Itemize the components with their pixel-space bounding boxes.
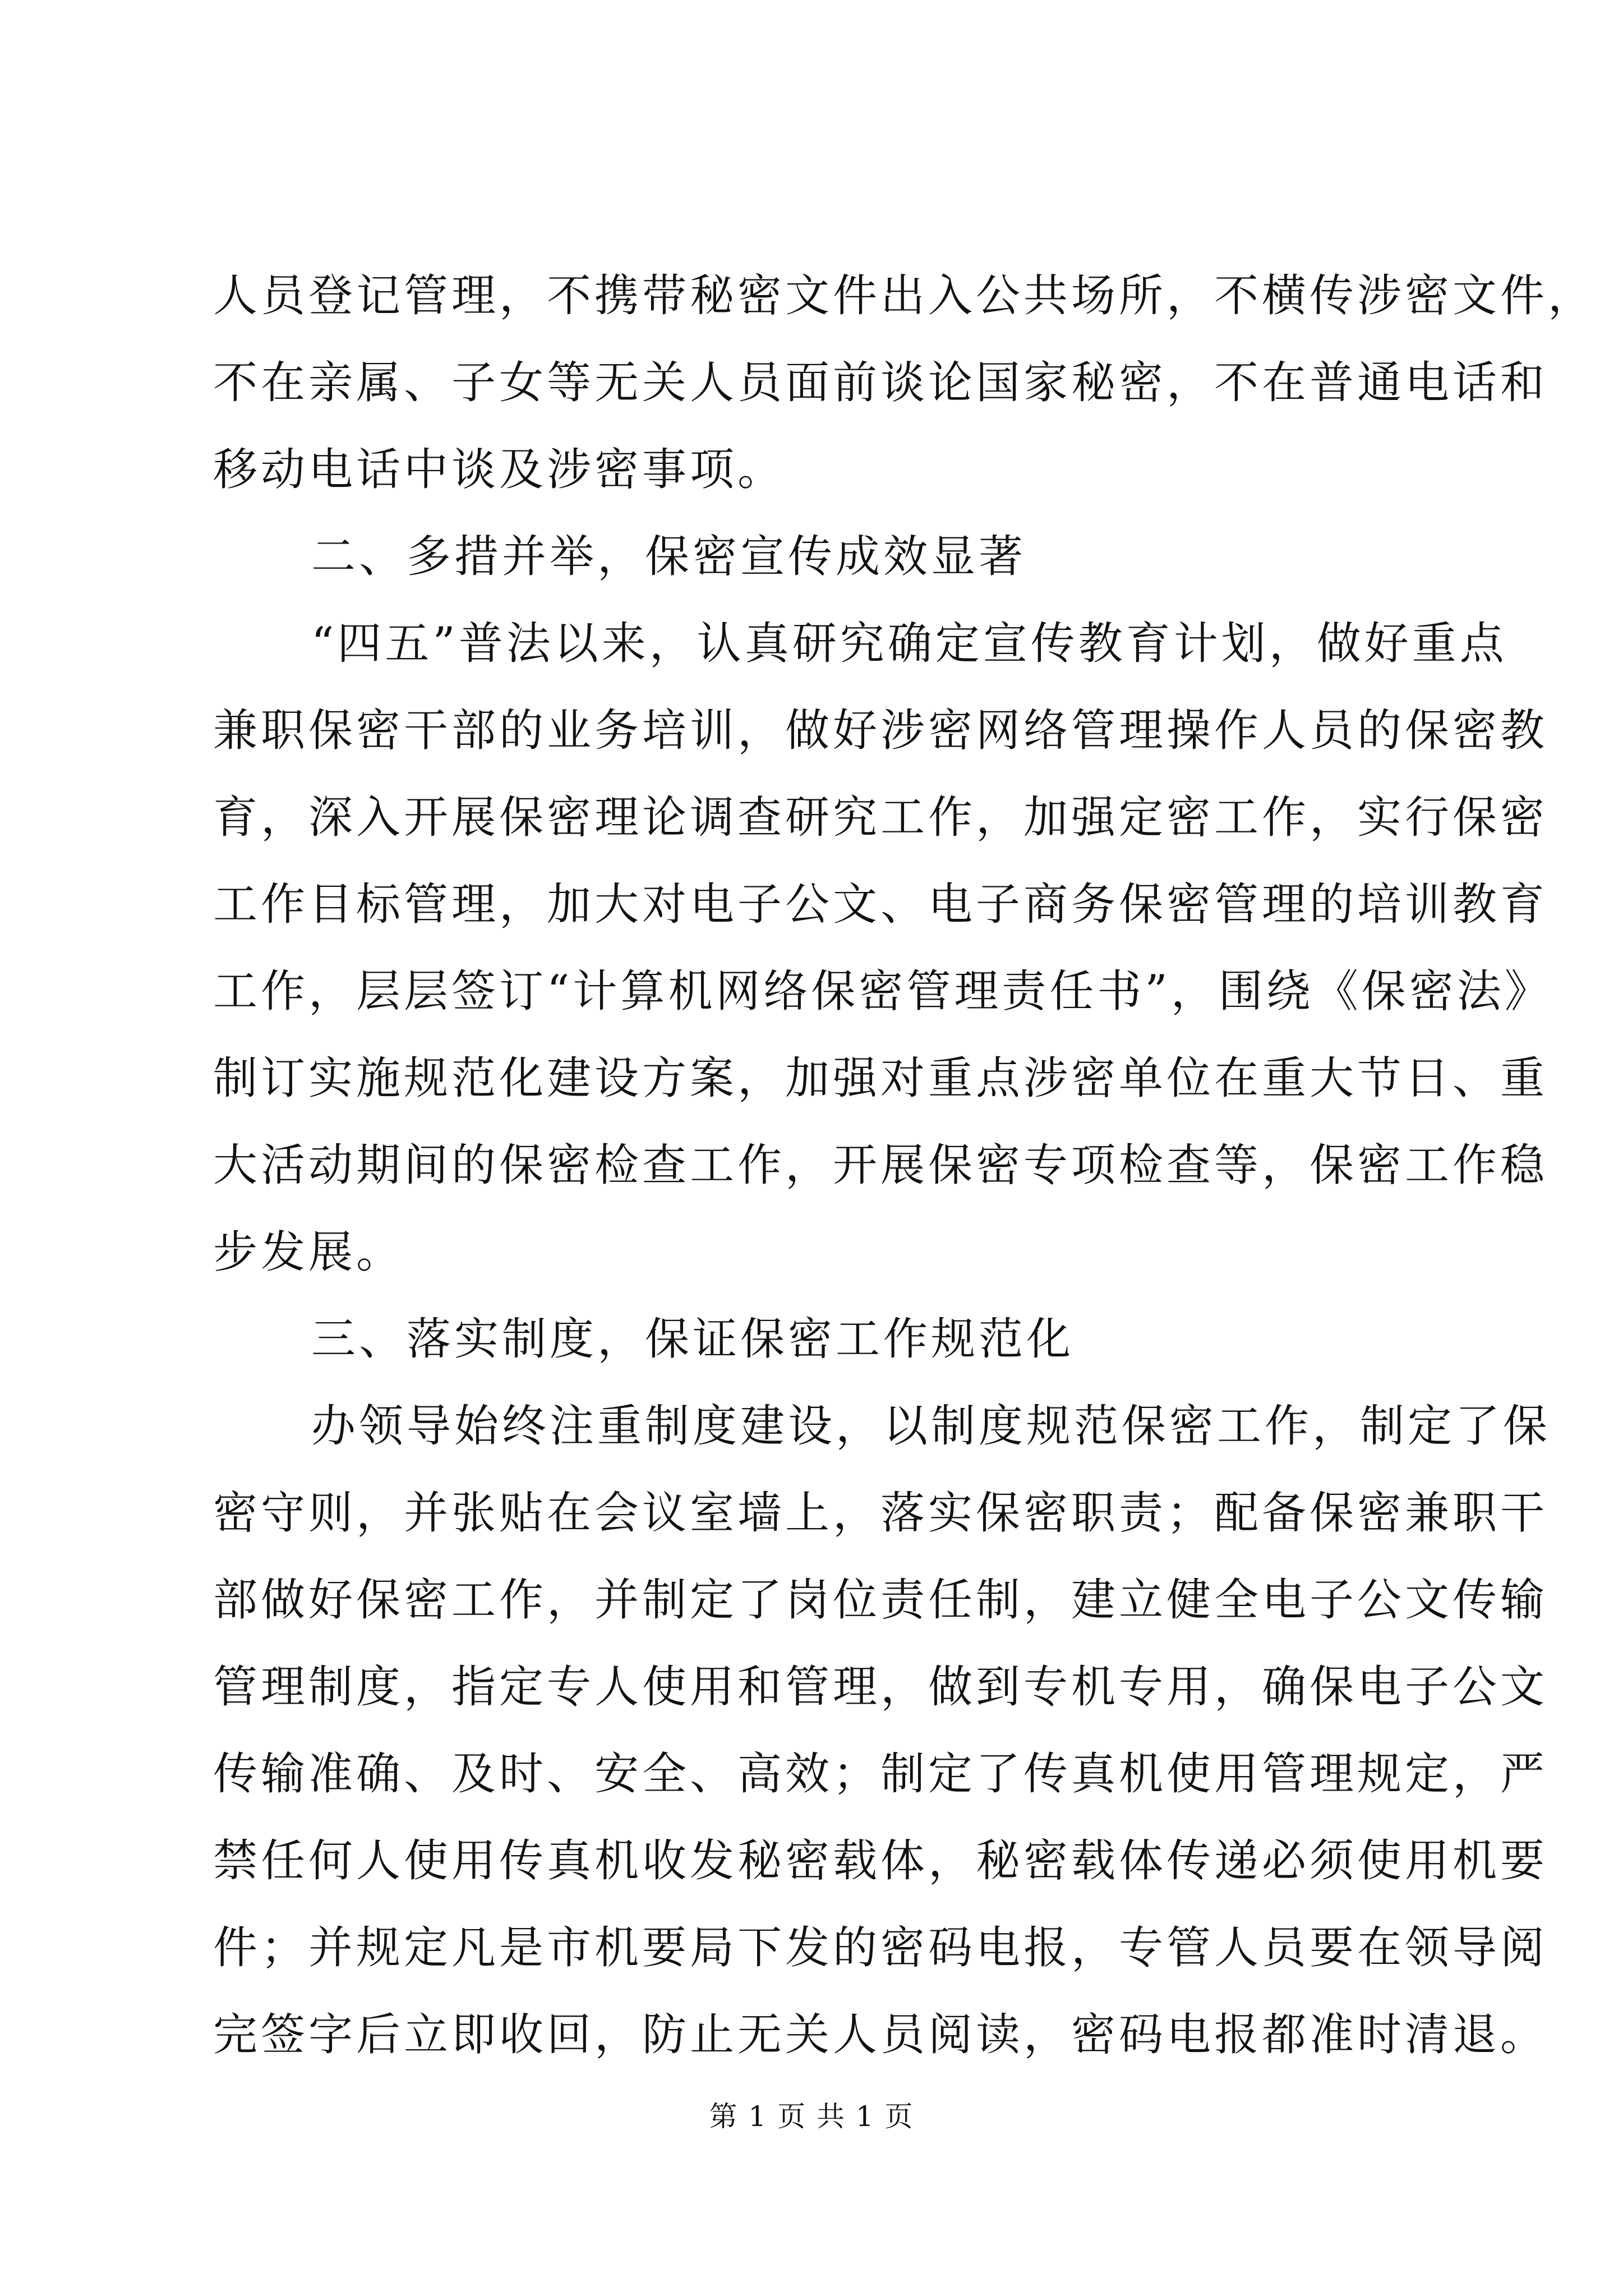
body-line: 件；并规定凡是市机要局下发的密码电报，专管人员要在领导阅 xyxy=(213,1922,1548,1973)
body-line: 工作，层层签订“计算机网络保密管理责任书”，围绕《保密法》 xyxy=(213,965,1552,1017)
body-line: “四五”普法以来，认真研究确定宣传教育计划，做好重点 xyxy=(311,618,1507,669)
page-footer xyxy=(0,2097,1623,2136)
body-line: 办领导始终注重制度建设，以制度规范保密工作，制定了保 xyxy=(311,1400,1551,1452)
body-line: 人员登记管理，不携带秘密文件出入公共场所，不横传涉密文件， xyxy=(213,270,1596,321)
body-line: 育，深入开展保密理论调查研究工作，加强定密工作，实行保密 xyxy=(213,792,1548,843)
body-line: 制订实施规范化建设方案，加强对重点涉密单位在重大节日、重 xyxy=(213,1052,1548,1104)
body-line: 管理制度，指定专人使用和管理，做到专机专用，确保电子公文 xyxy=(213,1661,1548,1713)
page-number-label: 第 1 页 共 1 页 xyxy=(709,2100,914,2133)
body-line: 禁任何人使用传真机收发秘密载体，秘密载体传递必须使用机要 xyxy=(213,1835,1548,1887)
section-heading-3: 三、落实制度，保证保密工作规范化 xyxy=(311,1313,1074,1365)
body-line: 完签字后立即收回，防止无关人员阅读，密码电报都准时清退。 xyxy=(213,2009,1548,2060)
body-line: 传输准确、及时、安全、高效；制定了传真机使用管理规定，严 xyxy=(213,1748,1548,1800)
body-line: 工作目标管理，加大对电子公文、电子商务保密管理的培训教育 xyxy=(213,878,1548,930)
document-body xyxy=(213,252,1596,2078)
section-heading-2: 二、多措并举，保密宣传成效显著 xyxy=(311,531,1026,582)
body-line: 大活动期间的保密检查工作，开展保密专项检查等，保密工作稳 xyxy=(213,1139,1548,1191)
body-line: 不在亲属、子女等无关人员面前谈论国家秘密，不在普通电话和 xyxy=(213,357,1548,408)
body-line: 密守则，并张贴在会议室墙上，落实保密职责；配备保密兼职干 xyxy=(213,1487,1548,1539)
body-line: 兼职保密干部的业务培训，做好涉密网络管理操作人员的保密教 xyxy=(213,705,1548,756)
body-line: 步发展。 xyxy=(213,1226,404,1278)
body-line: 移动电话中谈及涉密事项。 xyxy=(213,444,785,495)
body-line: 部做好保密工作，并制定了岗位责任制，建立健全电子公文传输 xyxy=(213,1574,1548,1626)
